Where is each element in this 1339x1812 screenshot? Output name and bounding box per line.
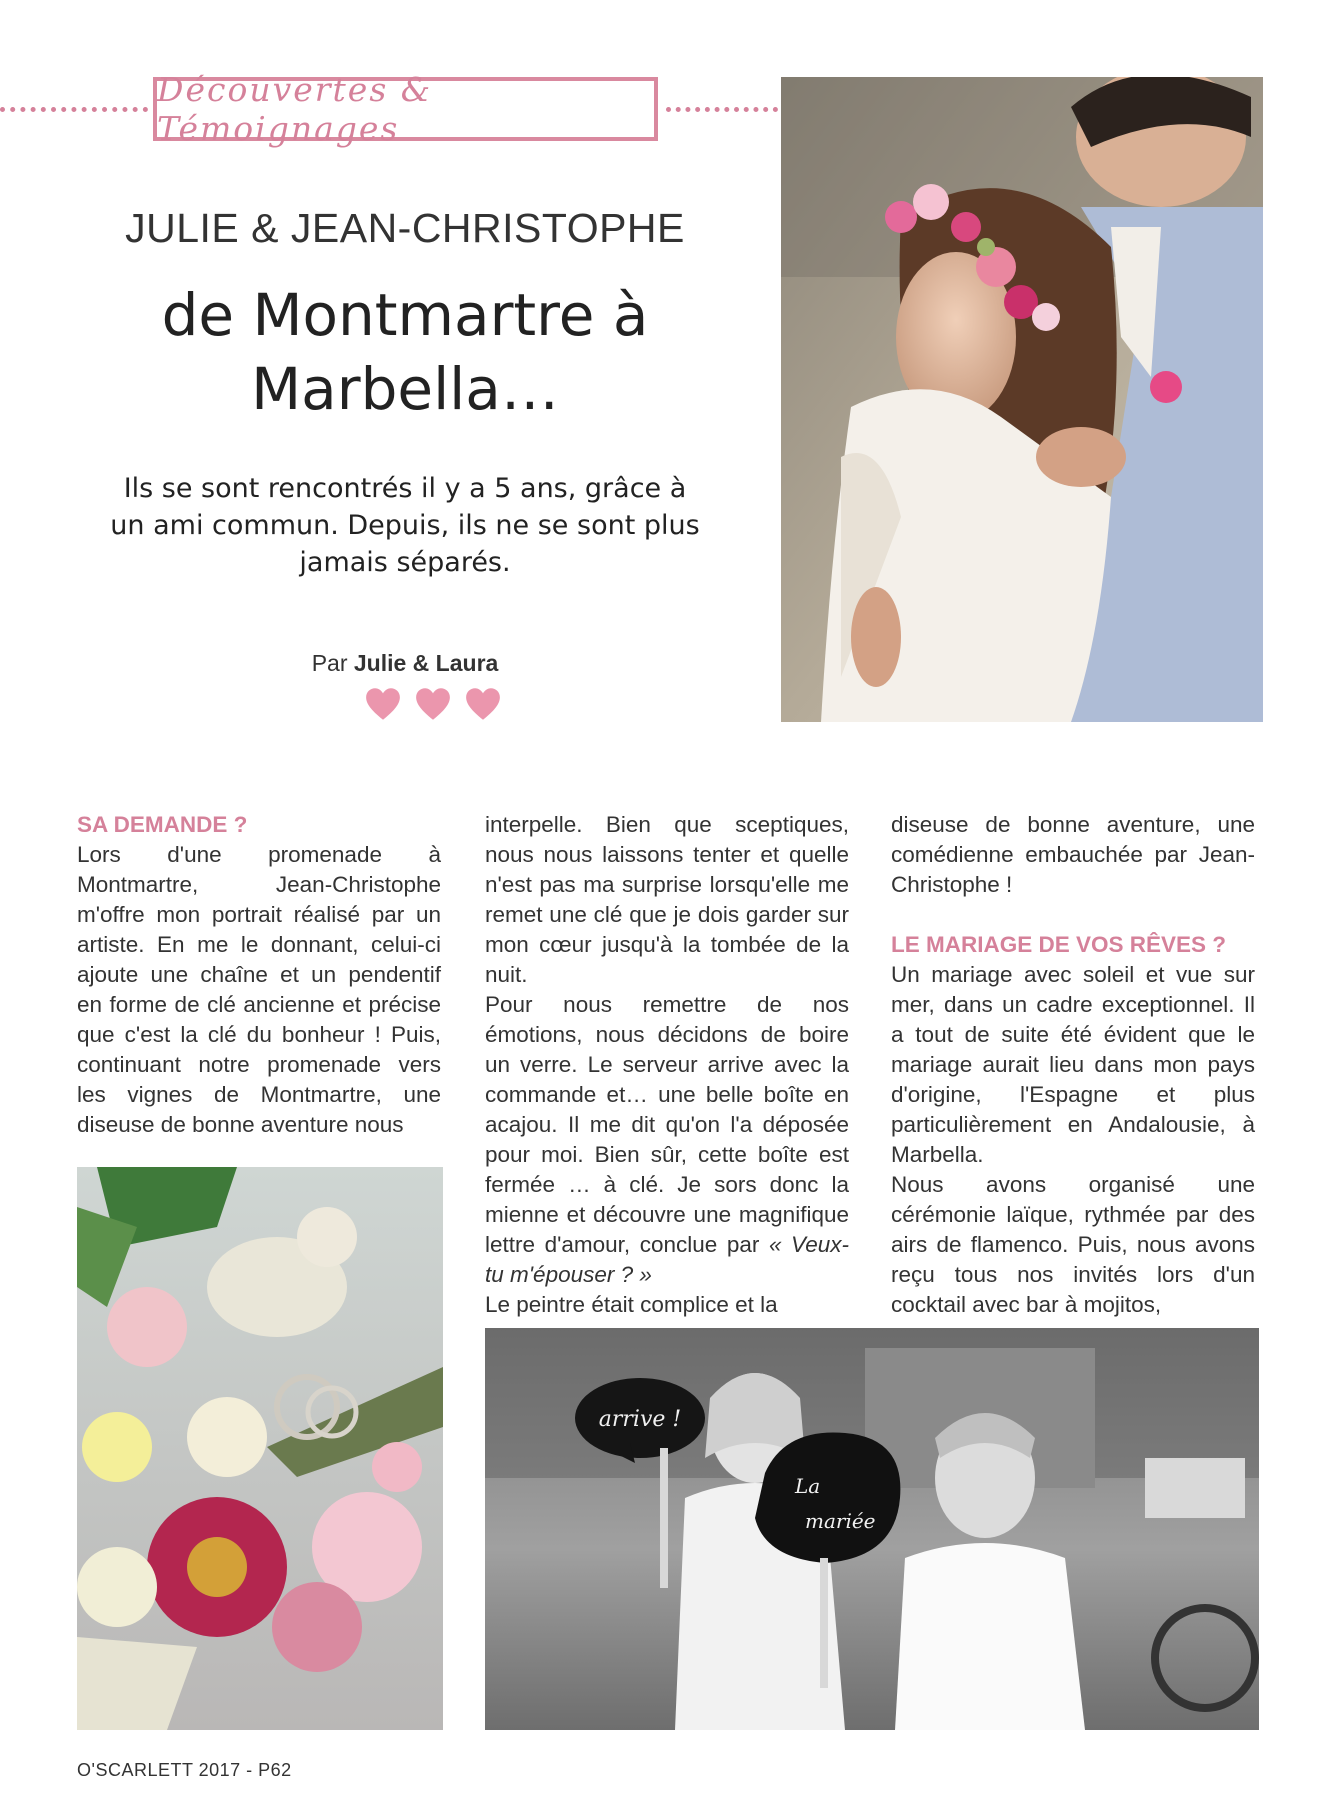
page-footer: O'SCARLETT 2017 - P62 (77, 1760, 292, 1780)
hearts (365, 686, 501, 722)
sign-la: La (795, 1474, 821, 1498)
header-dots-right (666, 107, 778, 112)
paragraph-4: Le peintre était complice et la (485, 1292, 778, 1317)
question-heading-2: LE MARIAGE DE VOS RÊVES ? (891, 932, 1227, 957)
paragraph-5: diseuse de bonne aventure, une comédienne embauchée par Jean-Christophe ! (891, 812, 1255, 897)
heart-icon (415, 686, 451, 722)
byline-authors: Julie & Laura (353, 650, 499, 676)
byline (90, 650, 720, 677)
proposal-quote: « Veux-tu m'épouser ? » (485, 1232, 849, 1287)
article-column-2 (485, 810, 849, 1320)
headline-line-1: de Montmartre à (161, 281, 649, 349)
intro-text: Ils se sont rencontrés il y a 5 ans, grâce à un ami commun. Depuis, ils ne se sont plus jamais séparés. (110, 473, 700, 578)
couple-photo (781, 77, 1263, 722)
section-label-text: Découvertes & Témoignages (157, 70, 433, 148)
heart-icon (465, 686, 501, 722)
byline-prefix: Par (311, 650, 348, 676)
paragraph-1: Lors d'une promenade à Montmartre, Jean-Christophe m'offre mon portrait réalisé par un artiste. En me le donnant, celui-ci ajoute une chaîne et un pendentif en forme de clé ancienne et précise que c'est la clé du bonheur ! Puis, continuant notre promenade vers les vignes de Montmartre, une diseuse de bonne aventure nous (77, 842, 441, 1137)
section-label (153, 70, 658, 148)
children-photo (485, 1328, 1259, 1730)
header-dots-left (0, 107, 148, 112)
article-column-3 (891, 810, 1255, 1320)
paragraph-3-text: Pour nous remettre de nos émotions, nous décidons de boire un verre. Le serveur arrive avec la commande et… une belle boîte en acajou. Il me dit qu'on l'a déposée pour moi. Bien sûr, cette boîte est fermée … à clé. Je sors donc la mienne et découvre une magnifique lettre d'amour, conclue par (485, 992, 849, 1257)
heart-icon (365, 686, 401, 722)
paragraph-7: Nous avons organisé une cérémonie laïque, rythmée par des airs de flamenco. Puis, nous avons reçu tous nos invités lors d'un cocktail avec bar à mojitos, (891, 1172, 1255, 1317)
paragraph-6: Un mariage avec soleil et vue sur mer, dans un cadre exceptionnel. Il a tout de suite été évident que le mariage aurait lieu dans mon pays d'origine, l'Espagne et plus particulièrement en Andalousie, à Marbella. (891, 962, 1255, 1167)
paragraph-2: interpelle. Bien que sceptiques, nous nous laissons tenter et quelle n'est pas ma surprise lorsqu'elle me remet une clé que je dois garder sur mon cœur jusqu'à la tombée de la nuit. (485, 812, 849, 987)
paragraph-3 (485, 990, 849, 1290)
question-heading-1: SA DEMANDE ? (77, 812, 248, 837)
bouquet-photo (77, 1167, 443, 1730)
couple-names: JULIE & JEAN-CHRISTOPHE (125, 205, 685, 251)
sign-arrive: arrive ! (598, 1407, 682, 1432)
article-column-1 (77, 810, 441, 1140)
sign-mariee: mariée (805, 1509, 876, 1533)
headline (90, 278, 720, 426)
headline-line-2: Marbella… (251, 355, 559, 423)
